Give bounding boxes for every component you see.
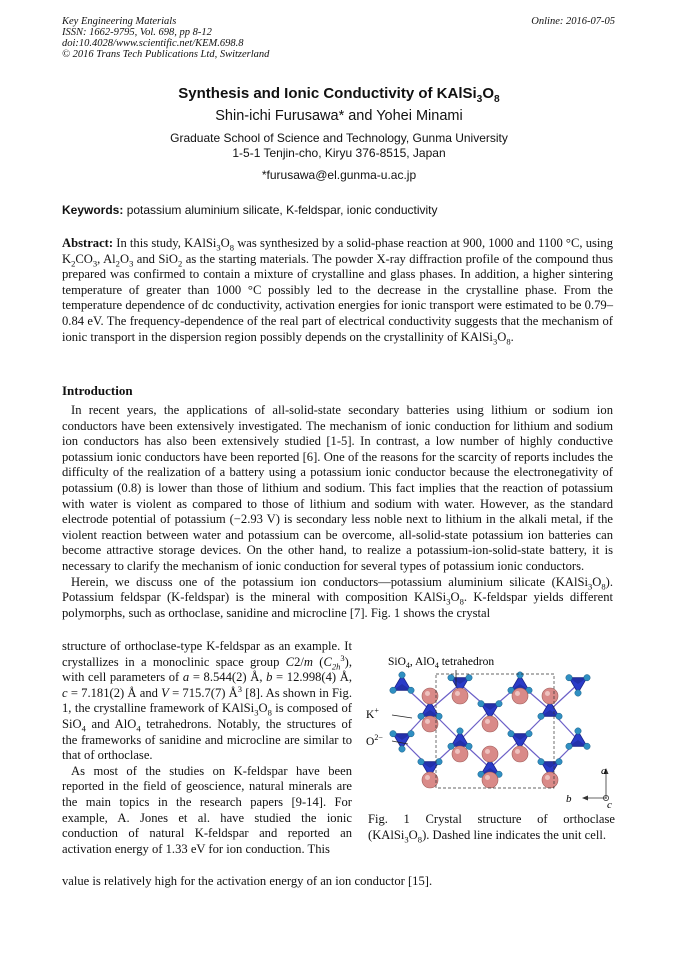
corresponding-email: *furusawa@el.gunma-u.ac.jp	[261, 168, 417, 182]
potassium-ion	[512, 746, 528, 762]
oxygen-atom	[457, 728, 463, 734]
oxygen-atom	[390, 731, 396, 737]
paragraph-5: value is relatively high for the activation energy of an ion conductor [15].	[62, 874, 433, 888]
tetrahedron-label: SiO$_4$, AlO$_4$ tetrahedron	[388, 656, 495, 670]
oxygen-atom	[436, 713, 442, 719]
journal-doi: doi:10.4028/www.scientific.net/KEM.698.8	[62, 38, 244, 49]
potassium-ion-highlight	[545, 691, 550, 696]
paper-title: Synthesis and Ionic Conductivity of $KAlSi_3O_8$	[178, 85, 500, 105]
affiliation-line-2: 1-5-1 Tenjin-cho, Kiryu 376-8515, Japan	[232, 146, 446, 160]
potassium-ion	[482, 772, 498, 788]
abstract: Abstract: In this study, $KAlSi_3O_8$ was synthesized by a solid-phase reaction at 900, 1000 and 1100 °C, using $K_2CO_3$, $Al_2O_3$ and SiO$_2$ as the starting materials. The powder X-ray diffraction profile of the compound thus prepared was confirmed to contain a mixture of crystalline and glass phases. In addition, a higher sintering temperature of greater than 1000 °C possibly led to the decrease in the crystalline phase. From the temperature dependence of dc conductivity, activation energies for ionic transport were estimated to be 0.79–0.84 eV. The frequency-dependence of the real part of electrical conductivity suggests that the mechanism of ionic transport in the dispersion region possibly depends on the crystallinity of $KAlSi_3O_8$.	[62, 236, 614, 347]
online-date: Online: 2016-07-05	[531, 16, 615, 27]
oxygen-atom	[517, 672, 523, 678]
potassium-ion-highlight	[425, 719, 430, 724]
potassium-ion-highlight	[425, 775, 430, 780]
axis-b-label: b	[566, 793, 572, 805]
oxygen-atom	[418, 759, 424, 765]
potassium-ion	[422, 688, 438, 704]
introduction-column	[62, 639, 352, 857]
oxygen-atom	[575, 728, 581, 734]
potassium-ion-highlight	[515, 749, 520, 754]
oxygen-atom	[538, 759, 544, 765]
oxygen-atom	[526, 731, 532, 737]
axis-a-label: a	[601, 765, 607, 777]
potassium-ion	[542, 688, 558, 704]
oxygen-atom	[478, 701, 484, 707]
oxygen-atom	[538, 713, 544, 719]
potassium-ion	[422, 772, 438, 788]
potassium-ion-highlight	[485, 775, 490, 780]
oxygen-atom	[418, 713, 424, 719]
journal-header	[62, 16, 269, 60]
potassium-ions	[422, 688, 558, 788]
axis-indicator	[566, 765, 612, 808]
oxygen-atom	[575, 690, 581, 696]
oxygen-atom	[584, 743, 590, 749]
oxygen-atom	[436, 759, 442, 765]
introduction-body	[62, 403, 613, 621]
oxygen-atom	[448, 675, 454, 681]
k-ion-label: K+	[366, 706, 379, 721]
affiliation-line-1: Graduate School of Science and Technology, Gunma University	[170, 131, 508, 145]
journal-copyright: © 2016 Trans Tech Publications Ltd, Switzerland	[62, 49, 270, 60]
oxygen-atom	[408, 731, 414, 737]
oxygen-atom	[556, 713, 562, 719]
axis-c-label: c	[607, 799, 612, 808]
oxygen-atom	[466, 675, 472, 681]
potassium-ion-highlight	[545, 775, 550, 780]
journal-issn: ISSN: 1662-9795, Vol. 698, pp 8-12	[62, 27, 212, 38]
paragraph-4: As most of the studies on K-feldspar have been reported in the field of geoscience, natural minerals are the main topics in the research papers [9-14]. For example, A. Jones et al. have studied the ionic conduction of natural K-feldspar and reported an activation energy of 1.33 eV for ion conduction. This	[62, 763, 352, 856]
potassium-ion	[512, 688, 528, 704]
oxygen-atom	[496, 701, 502, 707]
oxygen-atom	[399, 672, 405, 678]
potassium-ion-highlight	[485, 749, 490, 754]
oxygen-atom	[556, 759, 562, 765]
k-leader-line	[392, 715, 412, 718]
oxygen-atom	[566, 743, 572, 749]
section-heading-introduction: Introduction	[62, 383, 133, 398]
paper-authors: Shin-ichi Furusawa* and Yohei Minami	[215, 108, 463, 124]
paragraph-1: In recent years, the applications of all-solid-state secondary batteries using lithium or sodium ion conductors have been extensively investigated. The mechanism of ionic conduction for lithium and sodium ion conductors has also been extensively studied [1-5]. In contrast, a low number of highly conductive potassium ionic conductors have been reported [6]. One of the reasons for the scarcity of reports includes the difficulty of the realization of a battery using a potassium ionic conductor because the electronegativity of potassium (0.8) is lower than those of lithium and sodium. This fact implies that the reaction of potassium with water is violent as compared to those of lithium and sodium with water. However, as the standard electrode potential of potassium (−2.93 V) is secondary less noble next to lithium in the alkali metal, if the violent reaction between water and potassium can be overcome, all-solid-state potassium ion batteries can become attractive storage devices. On the other hand, to realize a potassium-ion-solid-state battery, it is necessary to clarify the mechanism of ionic conduction for several types of potassium ionic conductors.	[62, 403, 613, 573]
potassium-ion-highlight	[455, 691, 460, 696]
potassium-ion-highlight	[425, 691, 430, 696]
abstract-label: Abstract:	[62, 236, 114, 250]
paragraph-2: Herein, we discuss one of the potassium ion conductors—potassium aluminium silicate $(KAlSi_3O_8)$. Potassium feldspar (K-feldspar) is the mineral with composition $KAlSi_3O_8$. K-feldspar yields different polymorphs, such as orthoclase, sanidine and microcline [7]. Fig. 1 shows the crystal	[62, 574, 613, 620]
potassium-ion-highlight	[515, 691, 520, 696]
journal-name: Key Engineering Materials	[62, 16, 177, 27]
crystal-structure-figure	[360, 648, 616, 808]
keywords-text: potassium aluminium silicate, K-feldspar, ionic conductivity	[123, 203, 438, 217]
oxygen-atom	[390, 687, 396, 693]
oxygen-atom	[566, 675, 572, 681]
potassium-ion	[452, 688, 468, 704]
keywords-label: Keywords:	[62, 203, 124, 217]
figure-caption: Fig. 1 Crystal structure of orthoclase $(KAlSi_3O_8)$. Dashed line indicates the unit cell.	[368, 812, 615, 845]
potassium-ion	[422, 716, 438, 732]
oxygen-atom	[508, 731, 514, 737]
potassium-ion	[452, 746, 468, 762]
keywords	[62, 203, 438, 217]
oxygen-atom	[466, 743, 472, 749]
potassium-ion	[482, 716, 498, 732]
potassium-ion-highlight	[455, 749, 460, 754]
oxygen-atom	[584, 675, 590, 681]
potassium-ion-highlight	[485, 719, 490, 724]
potassium-ion	[542, 772, 558, 788]
potassium-ion	[482, 746, 498, 762]
oxygen-label: $O^{2-}$	[366, 733, 383, 748]
paragraph-3: structure of orthoclase-type K-feldspar as an example. It crystallizes in a monoclinic space group C2/m $(C_{2h}^3)$, with cell parameters of a = 8.544(2) Å, b = 12.998(4) Å, c = 7.181(2) Å and V = 715.7(7) $Å^3$ [8]. As shown in Fig. 1, the crystalline framework of $KAlSi_3O_8$ is composed of SiO$_4$ and AlO$_4$ tetrahedrons. Notably, the structures of the frameworks of sanidine and microcline are similar to that of orthoclase.	[62, 639, 353, 763]
oxygen-atom	[399, 746, 405, 752]
oxygen-atom	[408, 687, 414, 693]
crystal-structure-image	[360, 648, 616, 808]
oxygen-atom	[448, 743, 454, 749]
